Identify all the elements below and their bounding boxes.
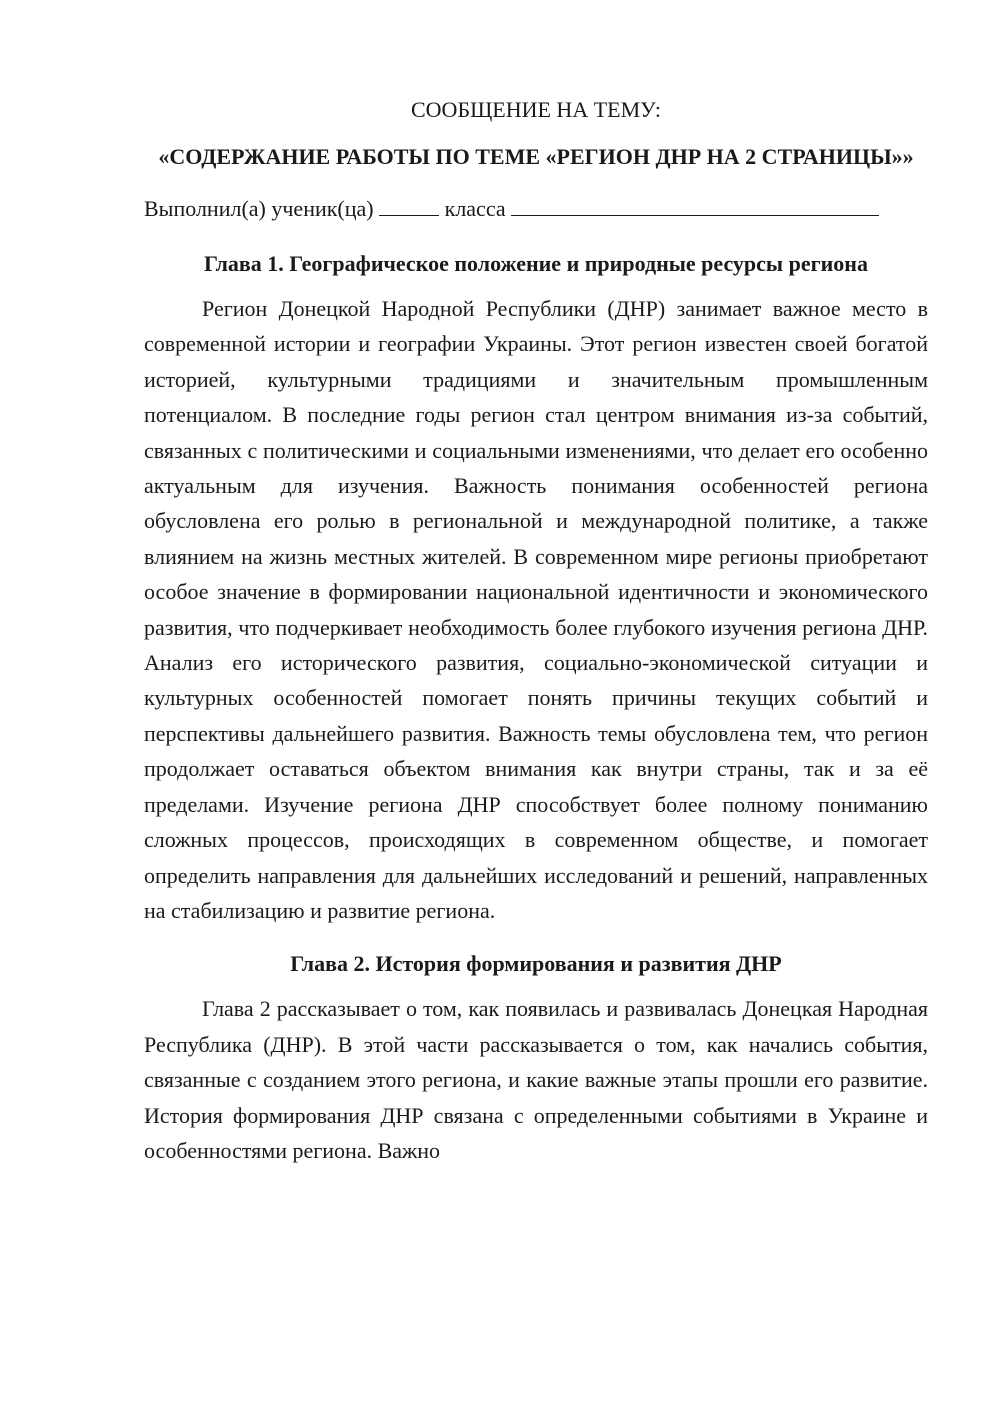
chapter-2-paragraph: Глава 2 рассказывает о том, как появилась и развивалась Донецкая Народная Республика (ДНР). В этой части рассказывается о том, как начались события, связанные с созданием этого региона, и какие важные этапы прошли его развитие. История формирования ДНР связана с определенными событиями в Украине и особенностями региона. Важно (144, 996, 928, 1163)
chapter-1-heading: Глава 1. Географическое положение и природные ресурсы региона (204, 251, 868, 276)
author-prefix: Выполнил(а) ученик(ца) (144, 196, 374, 221)
chapter-2-heading: Глава 2. История формирования и развития ДНР (290, 951, 782, 977)
class-number-blank (379, 191, 439, 216)
author-name-blank (511, 191, 879, 216)
document-title: «СОДЕРЖАНИЕ РАБОТЫ ПО ТЕМЕ «РЕГИОН ДНР НА 2 СТРАНИЦЫ»» (158, 144, 914, 169)
class-word: класса (444, 196, 506, 221)
document-header: СООБЩЕНИЕ НА ТЕМУ: (411, 97, 661, 122)
document-page (144, 92, 928, 1168)
chapter-1-paragraph: Регион Донецкой Народной Республики (ДНР) занимает важное место в современной истории и географии Украины. Этот регион известен своей богатой историей, культурными традициями и значительным промышленным потенциалом. В последние годы регион стал центром внимания из-за событий, связанных с политическими и социальными изменениями, что делает его особенно актуальным для изучения. Важность понимания особенностей региона обусловлена его ролью в региональной и международной политике, а также влиянием на жизнь местных жителей. В современном мире регионы приобретают особое значение в формировании национальной идентичности и экономического развития, что подчеркивает необходимость более глубокого изучения региона ДНР. Анализ его исторического развития, социально-экономической ситуации и культурных особенностей помогает понять причины текущих событий и перспективы дальнейшего развития. Важность темы обусловлена тем, что регион продолжает оставаться объектом внимания как внутри страны, так и за её пределами. Изучение региона ДНР способствует более полному пониманию сложных процессов, происходящих в современном обществе, и помогает определить направления для дальнейших исследований и решений, направленных на стабилизацию и развитие региона. (144, 296, 928, 923)
author-line (144, 191, 928, 226)
